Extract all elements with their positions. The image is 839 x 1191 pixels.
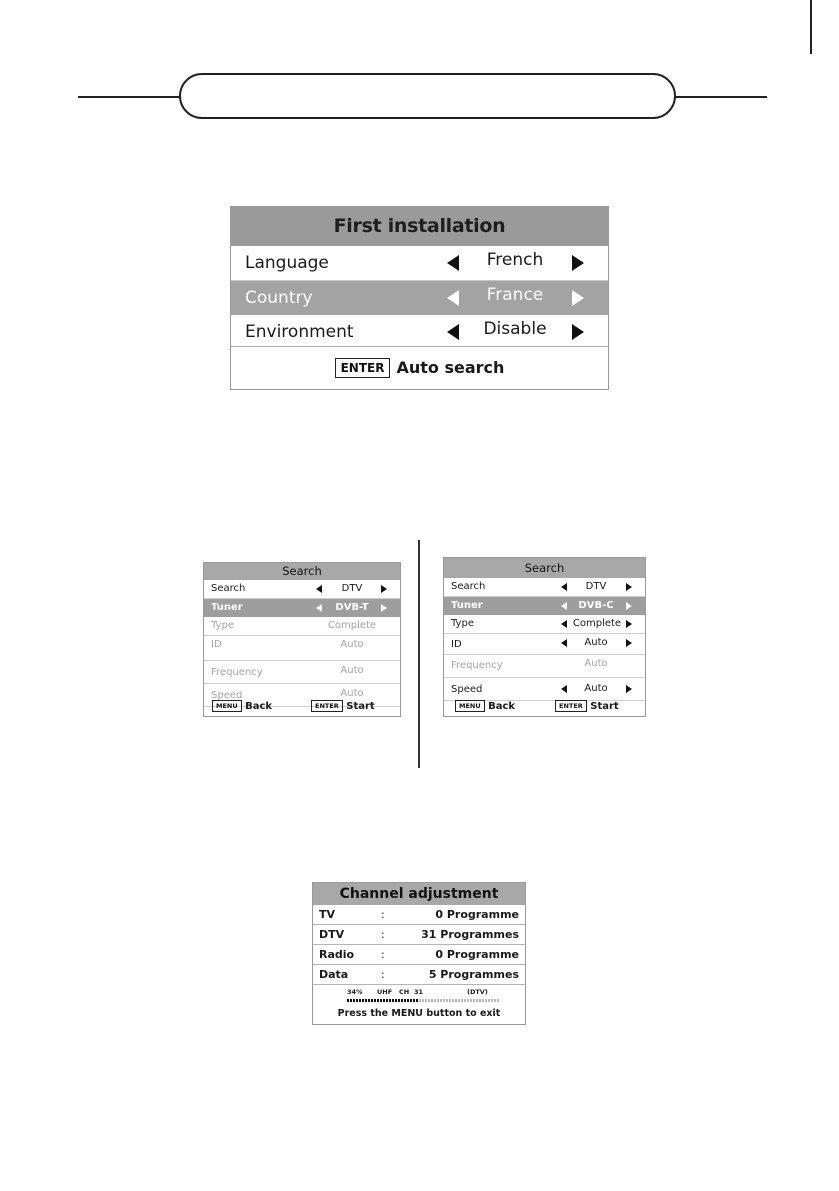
row-label: Search: [211, 583, 246, 594]
right-arrow-icon[interactable]: [381, 604, 387, 612]
left-arrow-icon[interactable]: [447, 255, 459, 271]
right-arrow-icon[interactable]: [626, 583, 632, 591]
frequency-row: [204, 661, 400, 684]
row-label: ID: [451, 639, 462, 650]
id-row: [204, 636, 400, 661]
row-label: Tuner: [451, 600, 483, 611]
page-edge-mark: [810, 0, 812, 54]
radio-row: [313, 945, 525, 965]
right-arrow-icon[interactable]: [572, 324, 584, 340]
search-row[interactable]: [444, 578, 645, 597]
row-value: DVB-C: [578, 600, 614, 611]
tv-row: [313, 905, 525, 925]
row-value: 0 Programme: [435, 948, 519, 961]
scan-progress-bar: [347, 999, 499, 1002]
row-label: Frequency: [451, 660, 503, 671]
dtv-row: [313, 925, 525, 945]
tuner-row[interactable]: [204, 599, 400, 617]
row-label: Tuner: [211, 602, 243, 613]
country-label: Country: [245, 288, 313, 308]
left-arrow-icon[interactable]: [561, 602, 567, 610]
auto-search-hint: Auto search: [396, 358, 505, 377]
row-value: DTV: [585, 581, 607, 592]
scan-ch-label: CH: [399, 988, 410, 996]
environment-label: Environment: [245, 322, 354, 342]
row-value: 31 Programmes: [421, 928, 519, 941]
search-row[interactable]: [204, 580, 400, 599]
left-arrow-icon[interactable]: [447, 290, 459, 306]
right-arrow-icon[interactable]: [626, 620, 632, 628]
id-row[interactable]: [444, 634, 645, 655]
first-installation-menu: [230, 206, 609, 390]
right-arrow-icon[interactable]: [626, 639, 632, 647]
header-rule-right: [675, 96, 767, 98]
environment-row[interactable]: [231, 315, 608, 349]
type-row: [204, 617, 400, 636]
search-footer: [444, 697, 645, 716]
search-title: Search: [204, 563, 400, 580]
country-row[interactable]: [231, 281, 608, 315]
row-label: Type: [451, 618, 474, 629]
channel-adjustment-panel: [312, 882, 526, 1025]
row-value: DVB-T: [335, 602, 369, 613]
row-colon: :: [381, 908, 385, 921]
menu-footer: [231, 346, 608, 389]
data-row: [313, 965, 525, 985]
left-arrow-icon[interactable]: [561, 583, 567, 591]
scan-mode: (DTV): [467, 988, 488, 996]
tuner-row[interactable]: [444, 597, 645, 615]
row-label: Type: [211, 620, 234, 631]
row-value: Auto: [340, 665, 364, 676]
left-arrow-icon[interactable]: [561, 639, 567, 647]
language-label: Language: [245, 253, 329, 273]
start-hint: Start: [590, 701, 619, 712]
menu-key: MENU: [455, 700, 485, 712]
menu-key: MENU: [212, 700, 242, 712]
row-label: Radio: [319, 948, 355, 961]
language-row[interactable]: [231, 246, 608, 281]
row-colon: :: [381, 968, 385, 981]
left-arrow-icon[interactable]: [561, 620, 567, 628]
row-value: Auto: [584, 658, 608, 669]
type-row[interactable]: [444, 615, 645, 634]
environment-value: Disable: [483, 319, 547, 339]
back-hint: Back: [488, 701, 516, 712]
scan-band: UHF: [377, 988, 393, 996]
right-arrow-icon[interactable]: [381, 585, 387, 593]
row-value: Complete: [327, 620, 377, 631]
row-colon: :: [381, 928, 385, 941]
enter-key: ENTER: [311, 700, 343, 712]
enter-key: ENTER: [555, 700, 587, 712]
scan-channel: 31: [414, 988, 424, 996]
language-value: French: [486, 250, 544, 270]
row-label: Speed: [211, 690, 243, 701]
right-arrow-icon[interactable]: [572, 290, 584, 306]
row-value: Auto: [340, 688, 364, 699]
row-label: Frequency: [211, 667, 263, 678]
row-value: Auto: [584, 637, 608, 648]
menu-title: First installation: [231, 207, 608, 246]
header-rule-left: [78, 96, 180, 98]
right-arrow-icon[interactable]: [626, 602, 632, 610]
exit-hint: Press the MENU button to exit: [337, 1008, 501, 1019]
vertical-divider: [418, 540, 420, 768]
left-arrow-icon[interactable]: [447, 324, 459, 340]
row-value: Complete: [572, 618, 622, 629]
right-arrow-icon[interactable]: [626, 685, 632, 693]
header-capsule: [179, 73, 676, 119]
search-title: Search: [444, 558, 645, 578]
scan-progress-fill: [347, 999, 418, 1002]
country-value: France: [486, 285, 544, 305]
row-label: TV: [319, 908, 336, 921]
frequency-row: [444, 655, 645, 678]
start-hint: Start: [346, 701, 375, 712]
scan-percent: 34%: [347, 988, 363, 996]
row-label: ID: [211, 639, 222, 650]
row-label: Speed: [451, 684, 483, 695]
back-hint: Back: [245, 701, 273, 712]
row-value: 5 Programmes: [428, 968, 519, 981]
row-label: Data: [319, 968, 349, 981]
row-value: Auto: [584, 683, 608, 694]
row-label: DTV: [319, 928, 345, 941]
row-value: DTV: [341, 583, 363, 594]
row-label: Search: [451, 581, 486, 592]
left-arrow-icon[interactable]: [316, 585, 322, 593]
row-value: 0 Programme: [435, 908, 519, 921]
row-value: Auto: [340, 639, 364, 650]
right-arrow-icon[interactable]: [572, 255, 584, 271]
search-menu-dvbt: [203, 562, 401, 717]
search-footer: [204, 697, 400, 716]
left-arrow-icon[interactable]: [316, 604, 322, 612]
enter-key: ENTER: [335, 358, 391, 378]
channel-adjustment-title: Channel adjustment: [313, 883, 525, 905]
search-menu-dvbc: [443, 557, 646, 717]
row-colon: :: [381, 948, 385, 961]
left-arrow-icon[interactable]: [561, 685, 567, 693]
